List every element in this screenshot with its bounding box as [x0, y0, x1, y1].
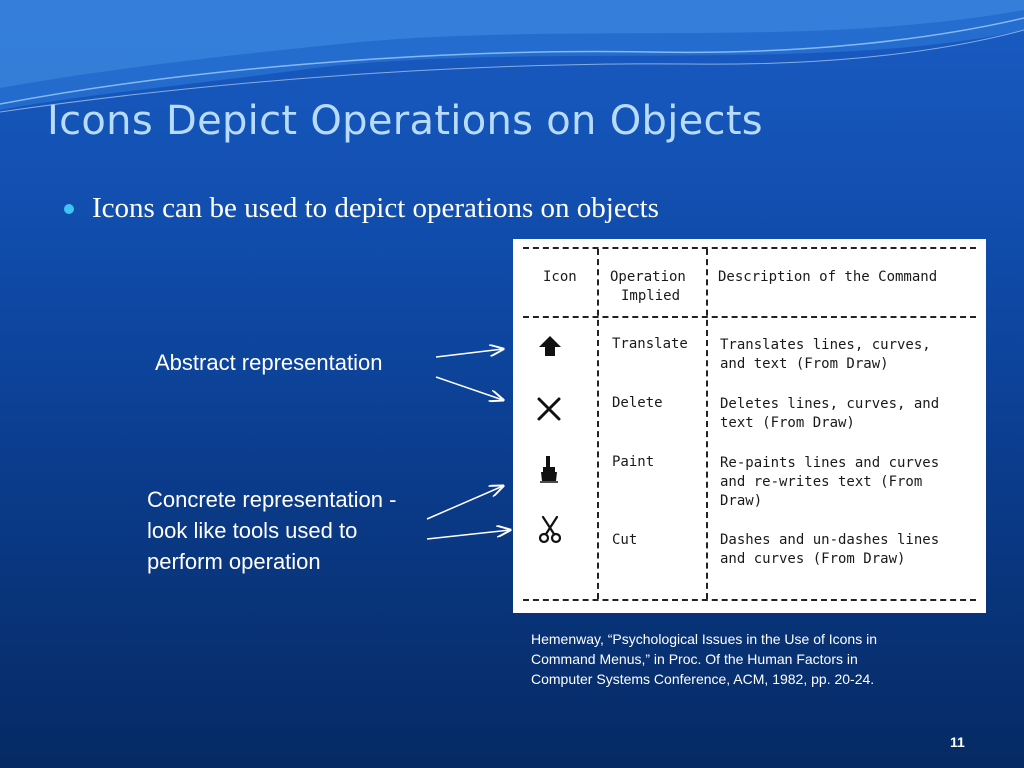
bullet-dot-icon	[64, 204, 74, 214]
description-line: Re-paints lines and curves	[720, 455, 940, 471]
x-mark-icon	[536, 396, 562, 422]
concrete-label-line: perform operation	[147, 549, 321, 574]
citation-line: Computer Systems Conference, ACM, 1982, pp. 20-24.	[531, 671, 875, 687]
description-line: and curves (From Draw)	[720, 551, 906, 567]
arrow-to-translate	[436, 349, 503, 357]
page-number: 11	[950, 734, 965, 750]
arrow-to-delete	[436, 377, 503, 400]
header-implied: Implied	[621, 288, 681, 304]
bullet-text: Icons can be used to depict operations on objects	[92, 192, 659, 224]
description-line: Translates lines, curves,	[720, 337, 931, 353]
table-top-rule	[523, 247, 976, 249]
table-column-divider	[597, 249, 599, 599]
description-line: Deletes lines, curves, and	[720, 396, 940, 412]
icon-operations-table	[513, 239, 986, 613]
description-line: and text (From Draw)	[720, 356, 889, 372]
operation-paint: Paint	[612, 454, 655, 470]
header-operation: Operation	[610, 269, 686, 285]
table-bottom-rule	[523, 599, 976, 601]
abstract-representation-label: Abstract representation	[155, 350, 383, 375]
concrete-representation-label	[147, 484, 396, 577]
table-header-rule	[523, 316, 976, 318]
header-icon: Icon	[543, 269, 577, 285]
concrete-label-line: Concrete representation -	[147, 487, 397, 512]
description-line: and re-writes text (From	[720, 474, 923, 490]
concrete-label-line: look like tools used to	[147, 518, 358, 543]
header-description: Description of the Command	[718, 269, 938, 285]
operation-translate: Translate	[612, 336, 688, 352]
citation	[531, 629, 971, 689]
table-column-divider	[706, 249, 708, 599]
slide-title: Icons Depict Operations on Objects	[47, 98, 763, 144]
description-line: Draw)	[720, 493, 763, 509]
description-line: text (From Draw)	[720, 415, 855, 431]
arrow-to-paint	[427, 486, 503, 519]
operation-cut: Cut	[612, 532, 638, 548]
arrow-to-cut	[427, 530, 510, 539]
up-arrow-icon	[538, 335, 562, 357]
scissors-icon	[539, 516, 561, 544]
paintbrush-icon	[539, 455, 559, 483]
citation-line: Command Menus,” in Proc. Of the Human Factors in	[531, 651, 858, 667]
citation-line: Hemenway, “Psychological Issues in the Use of Icons in	[531, 631, 878, 647]
operation-delete: Delete	[612, 395, 663, 411]
description-line: Dashes and un-dashes lines	[720, 532, 940, 548]
bullet-item	[64, 192, 659, 225]
